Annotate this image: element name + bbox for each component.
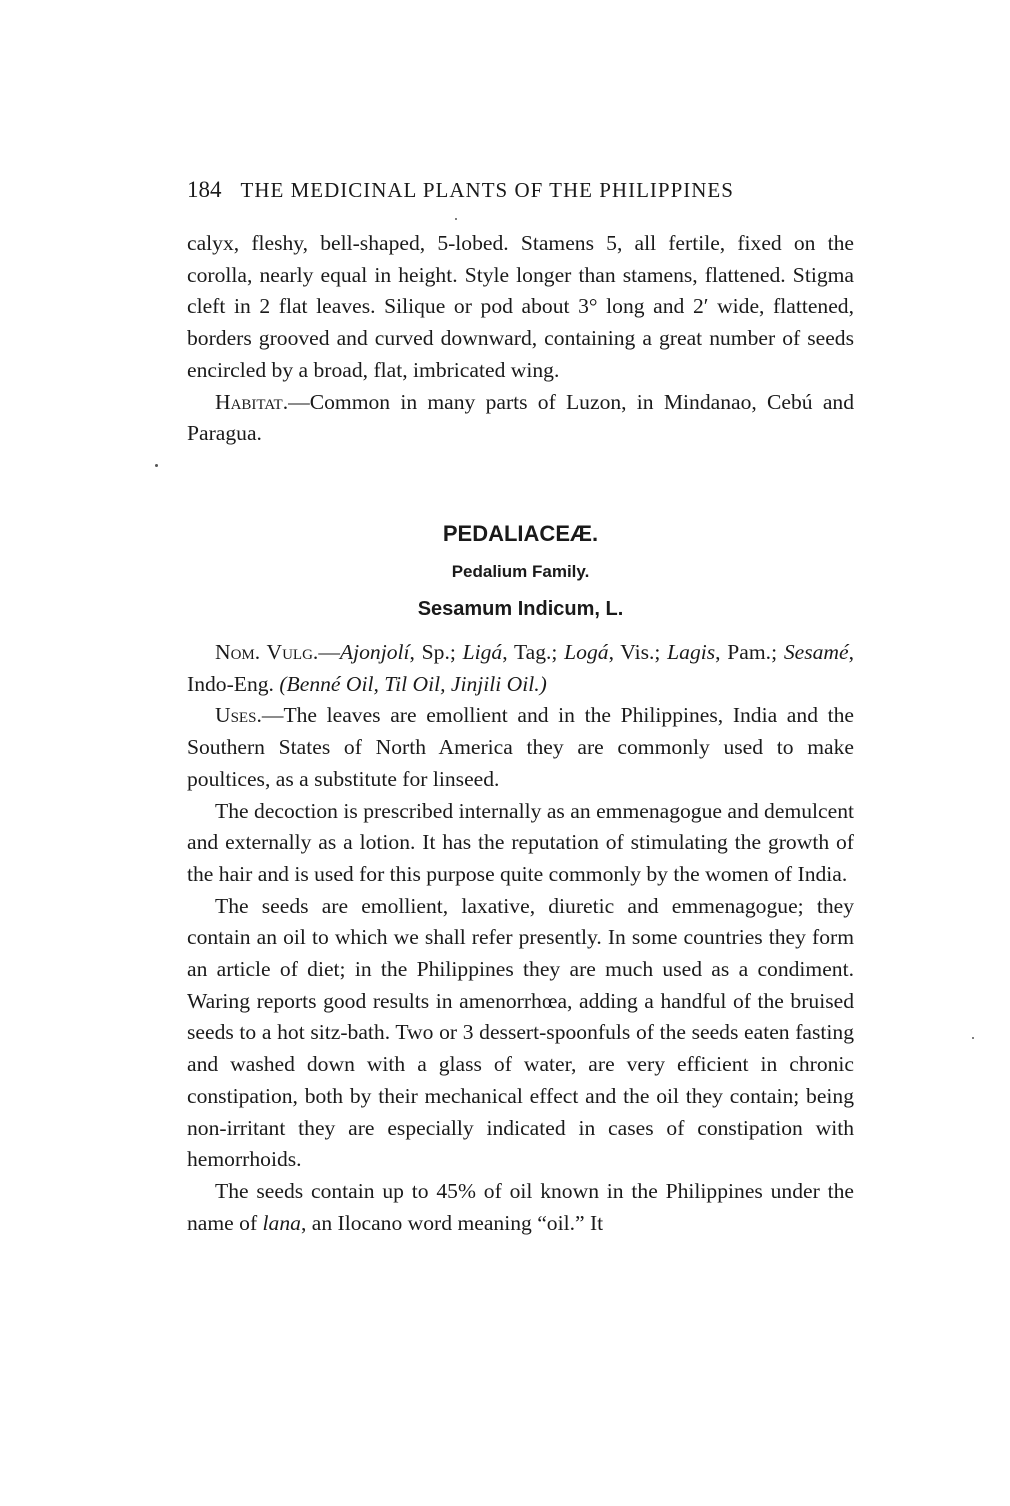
sep: , Indo-Eng. [187, 640, 854, 696]
decoction-paragraph: The decoction is prescribed internally as an emmenagogue and demulcent and externally as a lotion. It has the reputation of stimulating the growth of the hair and is used for this purpose quite commonly by the women of India. [187, 798, 854, 886]
name-indo-english: Sesamé [783, 640, 849, 664]
family-heading: PEDALIACEÆ. [442, 521, 599, 546]
nom-vulg-label: Nom. Vulg. [215, 640, 319, 664]
main-body [187, 637, 854, 1239]
oil-text-start: The seeds contain up to 45% of oil known in the Philippines under the name of [187, 1178, 854, 1235]
habitat-text: —Common in many parts of Luzon, in Mindanao, Cebú and Paragua. [187, 389, 854, 446]
sep: , Vis.; [608, 640, 668, 664]
sep: , Pam.; [715, 640, 784, 664]
running-title: THE MEDICINAL PLANTS OF THE PHILIPPINES [240, 178, 734, 202]
scan-speck [455, 218, 457, 220]
oil-term: lana [262, 1210, 301, 1235]
oil-names: (Benné Oil, Til Oil, Jinjili Oil.) [279, 671, 547, 696]
sep: , Sp.; [409, 640, 463, 664]
uses-label: Uses. [215, 703, 262, 728]
scan-speck [155, 464, 158, 467]
intro-block [187, 228, 854, 450]
name-pampanga: Lagis [667, 640, 716, 664]
oil-text-end: , an Ilocano word meaning “oil.” It [300, 1210, 604, 1235]
habitat-label: Habitat. [215, 389, 289, 414]
name-spanish: Ajonjolí [339, 640, 410, 664]
scan-speck [972, 1037, 974, 1039]
dash: — [318, 640, 340, 664]
uses-text: —The leaves are emollient and in the Philippines, India and the Southern States of North America they are commonly used to make poultices, as a substitute for linseed. [187, 703, 854, 791]
sep: , Tag.; [502, 640, 565, 664]
nom-vulg-paragraph [187, 637, 854, 700]
family-common-name: Pedalium Family. [451, 562, 590, 581]
name-tagalog: Ligá [462, 640, 503, 664]
seeds-paragraph: The seeds are emollient, laxative, diuretic and emmenagogue; they contain an oil to which we shall refer presently. In some countries they form an article of diet; in the Philippines they are much used as a condiment. Waring reports good results in amenorrhœa, adding a handful of the bruised seeds to a hot sitz-bath. Two or 3 dessert-spoonfuls of the seeds eaten fasting and washed down with a glass of water, are very efficient in chronic constipation, both by their mechanical effect and the oil they contain; being non-irritant they are especially indicated in cases of constipation with hemorrhoids. [187, 893, 854, 1172]
name-visayan: Logá [564, 640, 609, 664]
running-header [187, 176, 867, 205]
habitat-paragraph [187, 387, 854, 450]
page-number: 184 [187, 177, 222, 202]
oil-paragraph [187, 1176, 854, 1239]
species-heading: Sesamum Indicum, L. [417, 598, 624, 620]
uses-paragraph [187, 700, 854, 795]
description-paragraph: calyx, fleshy, bell-shaped, 5-lobed. Stamens 5, all fertile, fixed on the corolla, nearly equal in height. Style longer than stamens, flattened. Stigma cleft in 2 flat leaves. Silique or pod about 3° long and 2′ wide, flattened, borders grooved and curved downward, containing a great number of seeds encircled by a broad, flat, imbricated wing. [187, 231, 854, 382]
